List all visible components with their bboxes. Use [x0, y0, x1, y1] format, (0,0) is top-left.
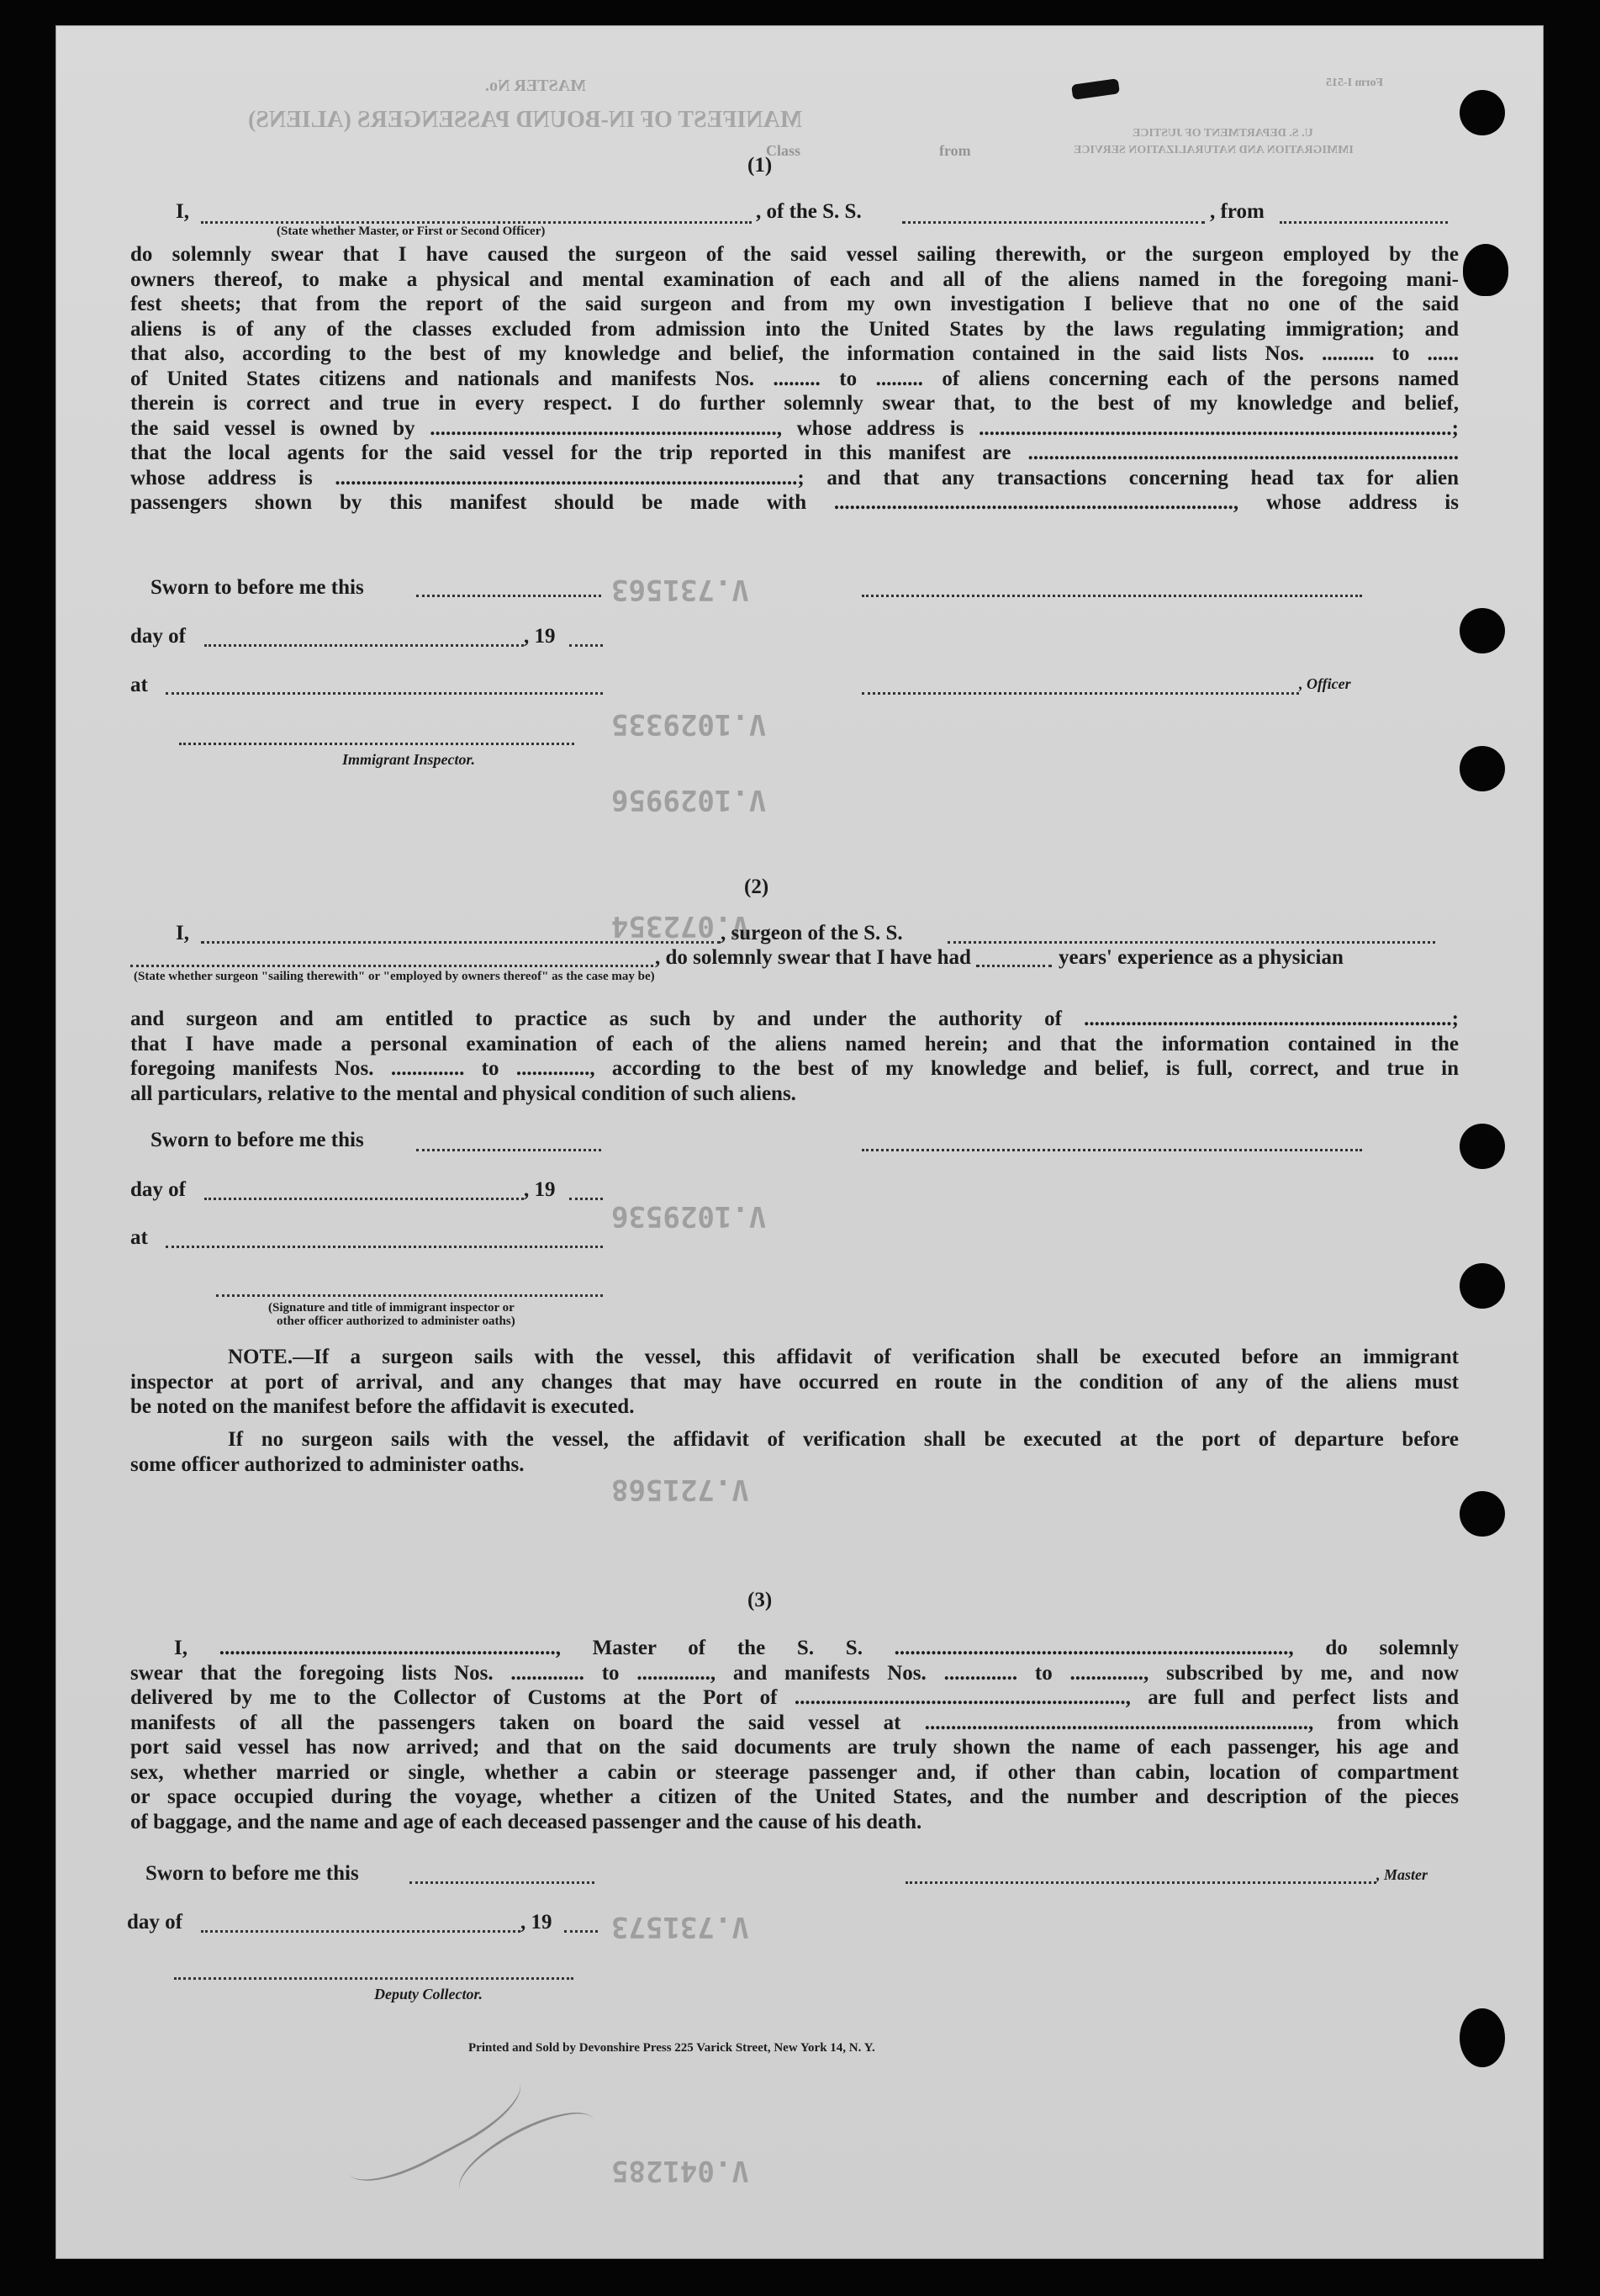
surgeon-status-field[interactable] — [130, 965, 653, 967]
para-line: do solemnly swear that I have caused the surgeon of the said vessel sailing therewith, or the surgeon employed by the — [130, 243, 1459, 266]
officer-signature-field[interactable] — [862, 692, 1299, 695]
day-of-field[interactable] — [204, 644, 524, 647]
section-2-line2a: , do solemnly swear that I have had — [655, 946, 971, 969]
punch-hole — [1460, 1124, 1505, 1169]
punch-hole — [1460, 2008, 1505, 2067]
para-line: of United States citizens and nationals and manifests Nos. ......... to ......... of aliens concerning each of the persons named — [130, 367, 1459, 390]
punch-hole — [1460, 746, 1505, 791]
section-2-number: (2) — [744, 876, 769, 898]
bleed-number: V.041285 — [611, 2154, 749, 2188]
section-3-paragraph — [130, 1636, 1459, 1834]
section-3-number: (3) — [747, 1589, 773, 1611]
para-line: that I have made a personal examination of each of the aliens named herein; and that the information contained in the — [130, 1032, 1459, 1055]
para-line: swear that the foregoing lists Nos. .............. to .............., and manifests Nos. .............. to .............., subscribed by me, and now — [130, 1661, 1459, 1685]
para-line: of baggage, and the name and age of each deceased passenger and the cause of his death. — [130, 1810, 922, 1833]
para-line: and surgeon and am entitled to practice as such by and under the authority of ......................................................................; — [130, 1008, 1459, 1030]
sworn-date-field-3[interactable] — [409, 1881, 594, 1884]
para-line: the said vessel is owned by .................................................................., whose address is ..........................................................................................; — [130, 416, 1459, 440]
at-label: at — [130, 674, 148, 696]
origin-port-field[interactable] — [1280, 221, 1448, 224]
header-class: Class — [766, 142, 801, 159]
year-label-3: , 19 — [520, 1911, 552, 1934]
para-line: that also, according to the best of my knowledge and belief, the information contained in the said lists Nos. .......... to ...... — [130, 342, 1459, 365]
officer-label: , Officer — [1299, 675, 1351, 692]
header-from: from — [939, 142, 971, 159]
para-line: all particulars, relative to the mental and physical condition of such aliens. — [130, 1082, 796, 1105]
header-master-no: MASTER No. — [485, 77, 587, 95]
para-line: therein is correct and true in every respect. I do further solemnly swear that, to the best of my knowledge and belief, — [130, 392, 1459, 415]
para-line: I, ................................................................, Master of the S. S. ..........................................................................., do solemnly — [174, 1637, 1459, 1659]
para-line: whose address is ........................................................................................; and that any transactions concerning head tax for alien — [130, 466, 1459, 489]
sig-caption-1: (Signature and title of immigrant inspector or — [268, 1301, 515, 1315]
sworn-label: Sworn to before me this — [150, 576, 364, 599]
para-line: fest sheets; that from the report of the said surgeon and from my own investigation I believe that no one of the said — [130, 293, 1459, 315]
section-2-line2b: years' experience as a physician — [1059, 946, 1344, 969]
section-2-caption: (State whether surgeon "sailing therewith" or "employed by owners thereof" as the case may be) — [134, 970, 655, 983]
para-line: sex, whether married or single, whether a cabin or steerage passenger and, if other than cabin, location of compartment — [130, 1760, 1459, 1784]
deputy-label: Deputy Collector. — [374, 1986, 483, 2002]
sworn-date-field[interactable] — [416, 595, 601, 597]
para-line: or space occupied during the voyage, whether a citizen of the United States, and the number and description of the pieces — [130, 1785, 1459, 1808]
bleed-number: V.731563 — [611, 573, 749, 606]
deputy-signature-field[interactable] — [174, 1977, 573, 1980]
para-line: aliens is of any of the classes excluded from admission into the United States by the laws regulating immigration; and — [130, 317, 1459, 341]
punch-hole — [1460, 608, 1505, 653]
year-field-3[interactable] — [564, 1930, 598, 1933]
master-signature-field[interactable] — [906, 1881, 1376, 1884]
years-field[interactable] — [976, 965, 1052, 967]
year-field[interactable] — [569, 644, 603, 647]
section-1-i: I, — [176, 200, 189, 223]
para-line: delivered by me to the Collector of Customs at the Port of ..............................................................., are full and perfect lists and — [130, 1686, 1459, 1709]
para-line: passengers shown by this manifest should be made with ............................................................................, whose address is — [130, 491, 1459, 514]
at-label-2: at — [130, 1226, 148, 1249]
note-line: NOTE.—If a surgeon sails with the vessel, this affidavit of verification shall be executed before an immigrant — [228, 1346, 1459, 1368]
section-1-paragraph — [130, 242, 1459, 516]
para-line: foregoing manifests Nos. .............. to .............., according to the best of my knowledge and belief, is full, correct, and true in — [130, 1057, 1459, 1080]
sworn-label-3: Sworn to before me this — [145, 1862, 359, 1885]
inspector-signature-field-2[interactable] — [216, 1294, 603, 1297]
punch-hole — [1460, 1491, 1505, 1537]
surgeon-signature-field[interactable] — [862, 1149, 1362, 1151]
year-field-2[interactable] — [569, 1198, 603, 1200]
section-1-from: , from — [1210, 200, 1265, 223]
officer-signature-top[interactable] — [862, 595, 1362, 597]
punch-hole — [1460, 1263, 1505, 1309]
year-label: , 19 — [524, 625, 556, 648]
printer-footer: Printed and Sold by Devonshire Press 225 Varick Street, New York 14, N. Y. — [468, 2041, 875, 2055]
day-of-label: day of — [130, 625, 186, 648]
surgeon-name-field[interactable] — [201, 941, 721, 944]
section-1-of-ss: , of the S. S. — [756, 200, 862, 223]
para-line: owners thereof, to make a physical and mental examination of each and all of the aliens named in the foregoing mani- — [130, 267, 1459, 291]
inspector-label: Immigrant Inspector. — [342, 751, 476, 768]
bleed-number: V.1029956 — [611, 783, 767, 817]
sworn-label-2: Sworn to before me this — [150, 1129, 364, 1151]
year-label-2: , 19 — [524, 1178, 556, 1201]
note-2-paragraph — [130, 1427, 1459, 1477]
master-label: , Master — [1376, 1866, 1428, 1883]
sworn-date-field-2[interactable] — [416, 1149, 601, 1151]
bleed-number: V.1029335 — [611, 707, 767, 741]
day-of-field-3[interactable] — [201, 1930, 520, 1933]
note-line: If no surgeon sails with the vessel, the affidavit of verification shall be executed at the port of departure before — [228, 1428, 1459, 1451]
para-line: that the local agents for the said vessel for the trip reported in this manifest are .................................................................................. — [130, 442, 1459, 464]
bleed-number: V.1029536 — [611, 1199, 767, 1233]
para-line: manifests of all the passengers taken on board the said vessel at ........................................................................., from which — [130, 1711, 1459, 1734]
section-2-surgeon-of: , surgeon of the S. S. — [721, 922, 903, 944]
section-2-i: I, — [176, 922, 189, 944]
header-agency-2: IMMIGRATION AND NATURALIZATION SERVICE — [1074, 144, 1354, 156]
at-field[interactable] — [166, 692, 603, 695]
day-of-label-3: day of — [127, 1911, 182, 1934]
inspector-signature-field[interactable] — [179, 743, 574, 745]
note-line: some officer authorized to administer oaths. — [130, 1452, 525, 1476]
header-title-faint: MANIFEST OF IN-BOUND PASSENGERS (ALIENS) — [248, 107, 803, 133]
bleed-number: V.072354 — [611, 909, 749, 943]
header-agency-1: U. S. DEPARTMENT OF JUSTICE — [1133, 127, 1313, 140]
ship-name-field[interactable] — [902, 221, 1205, 224]
officer-name-field[interactable] — [201, 221, 752, 224]
manifest-page — [55, 25, 1544, 2259]
note-paragraph — [130, 1345, 1459, 1420]
section-1-number: (1) — [747, 154, 773, 177]
punch-hole — [1460, 90, 1505, 135]
surgeon-ship-field[interactable] — [948, 941, 1435, 944]
at-field-2[interactable] — [166, 1246, 603, 1248]
section-2-paragraph — [130, 1007, 1459, 1106]
section-1-caption: (State whether Master, or First or Second Officer) — [277, 225, 546, 238]
header-form: Form I-515 — [1326, 77, 1384, 89]
day-of-label-2: day of — [130, 1178, 186, 1201]
punch-hole — [1463, 244, 1508, 296]
ink-blot — [1071, 78, 1120, 100]
sig-caption-2: other officer authorized to administer oaths) — [277, 1315, 515, 1328]
note-line: be noted on the manifest before the affidavit is executed. — [130, 1395, 635, 1418]
bleed-number: V.731573 — [611, 1910, 749, 1944]
day-of-field-2[interactable] — [204, 1198, 524, 1200]
bleed-number: V.721568 — [611, 1473, 749, 1506]
note-line: inspector at port of arrival, and any changes that may have occurred en route in the condition of any of the aliens must — [130, 1370, 1459, 1394]
para-line: port said vessel has now arrived; and that on the said documents are truly shown the name of each passenger, his age and — [130, 1736, 1459, 1759]
